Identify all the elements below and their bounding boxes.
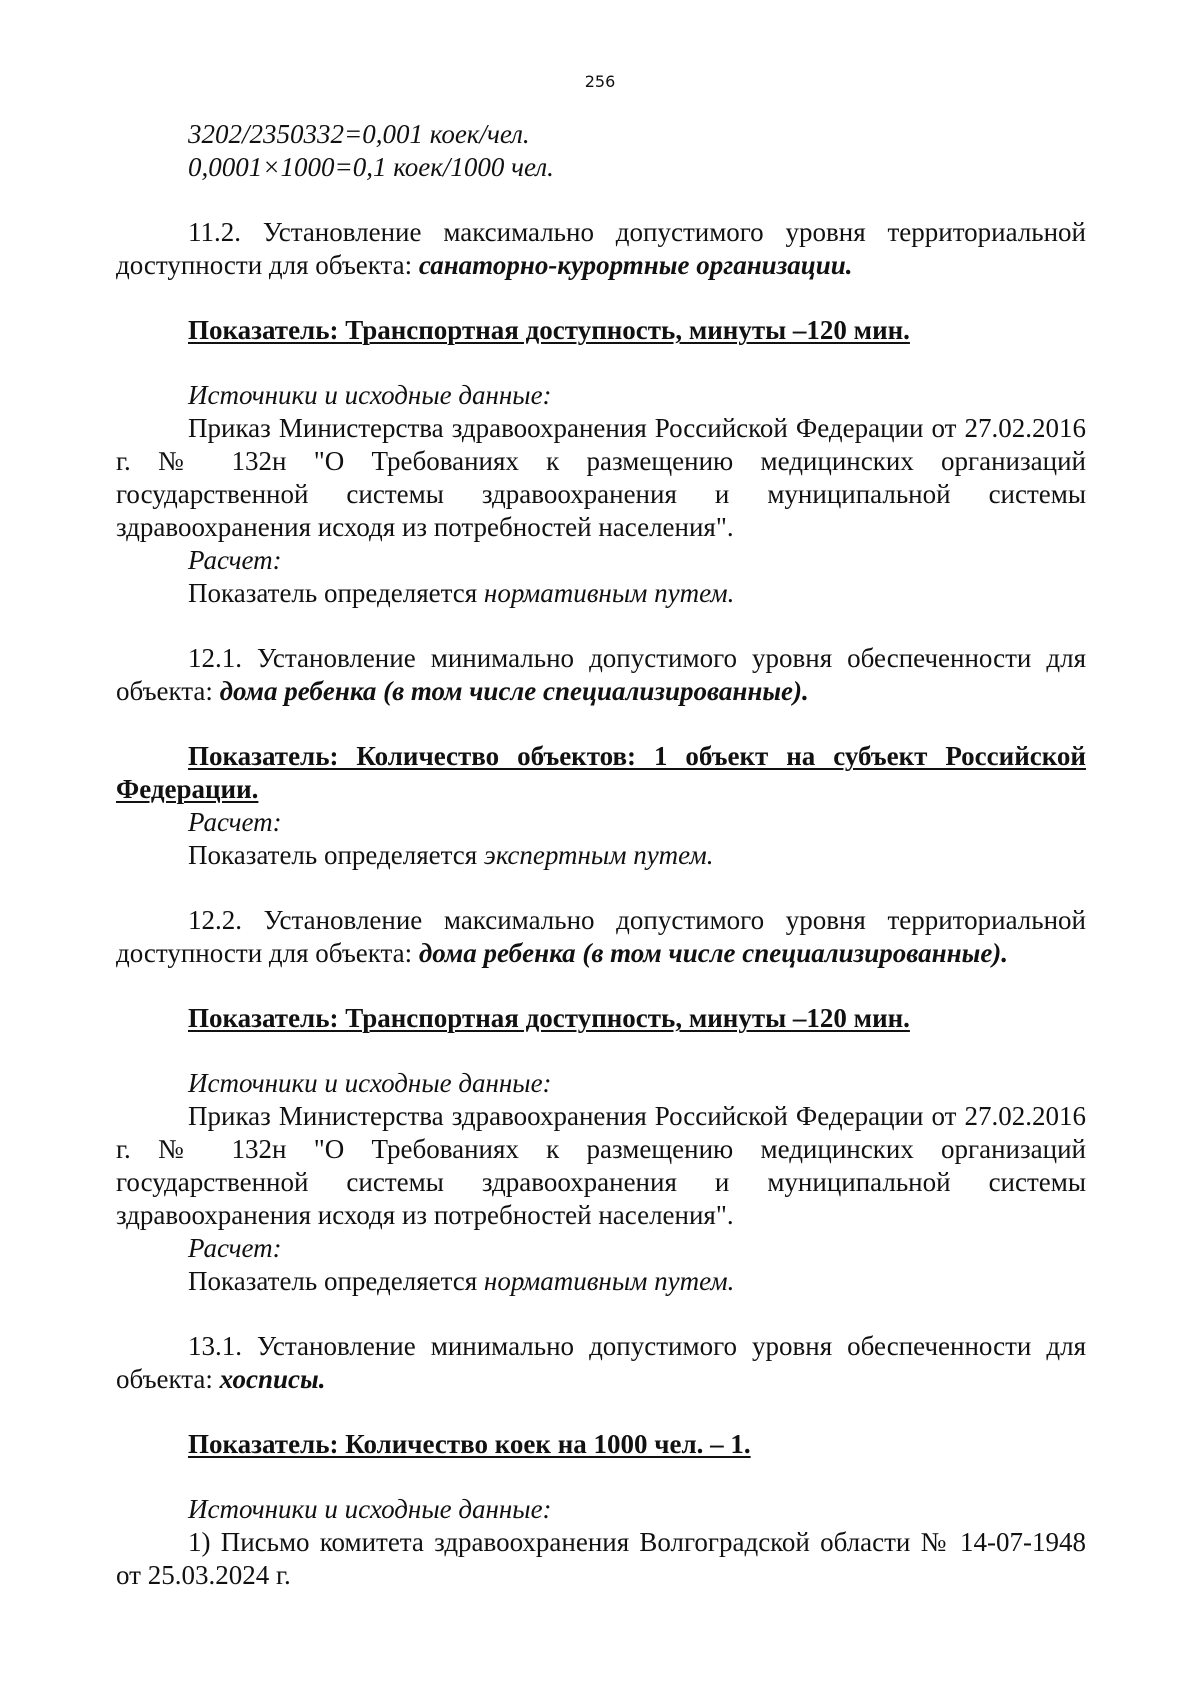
section-12-1-paragraph bbox=[116, 642, 1086, 708]
calc-line-2: 0,0001×1000=0,1 коек/1000 чел. bbox=[188, 152, 554, 182]
section-12-1-calc-paragraph bbox=[116, 839, 1086, 872]
section-11-2-object: санаторно-курортные организации. bbox=[418, 250, 853, 280]
section-12-1-calc-method: экспертным путем. bbox=[483, 840, 714, 870]
section-11-2-calc-paragraph bbox=[116, 577, 1086, 610]
section-11-2-calc-method: нормативным путем. bbox=[483, 578, 735, 608]
section-13-1-indicator-heading: Показатель: Количество коек на 1000 чел. – 1. bbox=[188, 1429, 751, 1459]
section-11-2-calc-prefix: Показатель определяется bbox=[188, 578, 484, 608]
section-12-1-calc-label: Расчет: bbox=[188, 807, 282, 837]
section-12-2-calc-prefix: Показатель определяется bbox=[188, 1266, 484, 1296]
section-13-1-text: 13.1. Установление минимально допустимого уровня обеспеченности для объекта: bbox=[116, 1331, 1086, 1394]
section-12-2-sources-text: Приказ Министерства здравоохранения Российской Федерации от 27.02.2016 г. № 132н "О Требованиях к размещению медицинских организаций государственной системы здравоохранения и муниципальной системы здравоохранения исходя из потребностей населения". bbox=[116, 1101, 1086, 1230]
calc-line-1: 3202/2350332=0,001 коек/чел. bbox=[188, 119, 530, 149]
section-12-1-indicator-heading: Показатель: Количество объектов: 1 объект на субъект Российской Федерации. bbox=[116, 741, 1086, 804]
section-12-1-calc-prefix: Показатель определяется bbox=[188, 840, 484, 870]
section-11-2-paragraph bbox=[116, 216, 1086, 282]
section-11-2-text: 11.2. Установление максимально допустимого уровня территориальной доступности для объекта: bbox=[116, 217, 1086, 280]
section-12-1-object: дома ребенка (в том числе специализированные). bbox=[219, 676, 809, 706]
section-11-2-sources-text: Приказ Министерства здравоохранения Российской Федерации от 27.02.2016 г. № 132н "О Требованиях к размещению медицинских организаций государственной системы здравоохранения и муниципальной системы здравоохранения исходя из потребностей населения". bbox=[116, 413, 1086, 542]
section-12-2-indicator-heading: Показатель: Транспортная доступность, минуты –120 мин. bbox=[188, 1003, 910, 1033]
section-12-2-text: 12.2. Установление максимально допустимого уровня территориальной доступности для объекта: bbox=[116, 905, 1086, 968]
section-12-2-calc-label: Расчет: bbox=[188, 1233, 282, 1263]
section-13-1-sources-label: Источники и исходные данные: bbox=[188, 1494, 552, 1524]
document-body bbox=[116, 118, 1086, 1592]
section-12-2-calc-paragraph bbox=[116, 1265, 1086, 1298]
section-13-1-sources-text: 1) Письмо комитета здравоохранения Волгоградской области № 14-07-1948 от 25.03.2024 г. bbox=[116, 1527, 1086, 1590]
page-number: 256 bbox=[584, 72, 616, 91]
section-11-2-sources-label: Источники и исходные данные: bbox=[188, 380, 552, 410]
section-11-2-calc-label: Расчет: bbox=[188, 545, 282, 575]
section-12-2-paragraph bbox=[116, 904, 1086, 970]
section-13-1-paragraph bbox=[116, 1330, 1086, 1396]
section-11-2-indicator-heading: Показатель: Транспортная доступность, минуты –120 мин. bbox=[188, 315, 910, 345]
section-12-2-object: дома ребенка (в том числе специализированные). bbox=[418, 938, 1009, 968]
section-12-1-text: 12.1. Установление минимально допустимого уровня обеспеченности для объекта: bbox=[116, 643, 1086, 706]
section-12-2-calc-method: нормативным путем. bbox=[483, 1266, 735, 1296]
section-12-2-sources-label: Источники и исходные данные: bbox=[188, 1068, 552, 1098]
section-13-1-object: хосписы. bbox=[219, 1364, 326, 1394]
